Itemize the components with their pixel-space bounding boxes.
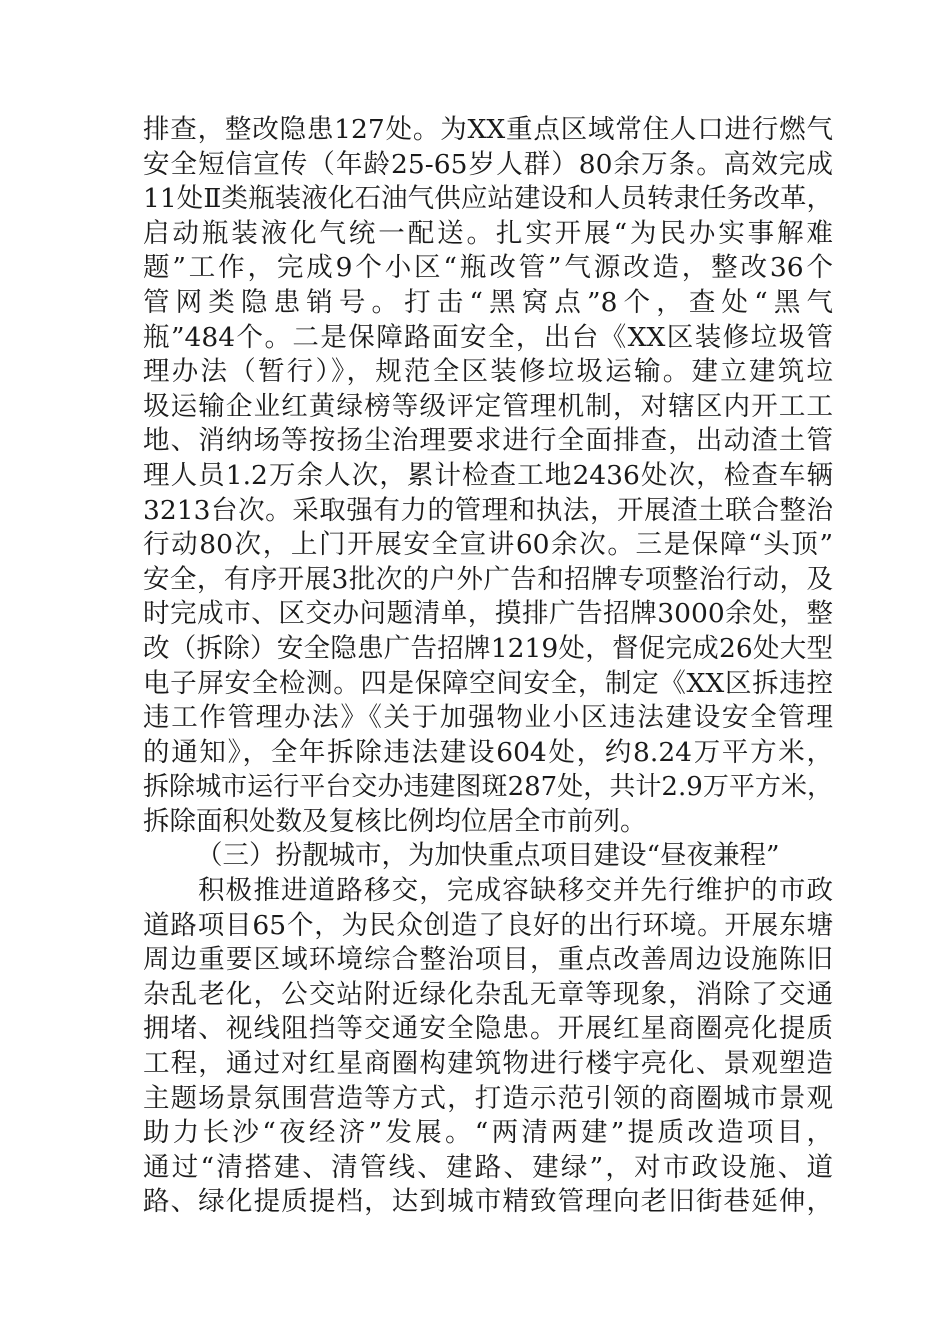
- text-line: 拥堵、视线阻挡等交通安全隐患。开展红星商圈亮化提质: [143, 1013, 833, 1045]
- text-line: 拆除面积处数及复核比例均位居全市前列。: [143, 805, 647, 837]
- text-line: 的通知》，全年拆除违法建设604处，约8.24万平方米，: [143, 736, 833, 768]
- text-line: 工程，通过对红星商圈构建筑物进行楼宇亮化、景观塑造: [143, 1048, 833, 1080]
- text-line: 道路项目65个，为民众创造了良好的出行环境。开展东塘: [143, 909, 833, 941]
- document-body: [143, 113, 833, 1220]
- text-line: 时完成市、区交办问题清单，摸排广告招牌3000余处，整: [143, 598, 833, 630]
- text-line: 助力长沙“夜经济”发展。“两清两建”提质改造项目，: [143, 1117, 833, 1149]
- section-heading: （三）扮靓城市，为加快重点项目建设“昼夜兼程”: [196, 840, 780, 872]
- text-line: 周边重要区域环境综合整治项目，重点改善周边设施陈旧: [143, 944, 833, 976]
- text-line: 理人员1.2万余人次，累计检查工地2436处次，检查车辆: [143, 459, 833, 491]
- text-line: 积极推进道路移交，完成容缺移交并先行维护的市政: [198, 875, 833, 907]
- text-line: 电子屏安全检测。四是保障空间安全，制定《XX区拆违控: [143, 667, 833, 699]
- text-line: 排查，整改隐患127处。为XX重点区域常住人口进行燃气: [143, 114, 833, 145]
- text-line: 违工作管理办法》《关于加强物业小区违法建设安全管理: [143, 702, 833, 734]
- text-line: 改（拆除）安全隐患广告招牌1219处，督促完成26处大型: [143, 632, 833, 664]
- text-line: 启动瓶装液化气统一配送。扎实开展“为民办实事解难: [143, 217, 833, 249]
- text-line: 3213台次。采取强有力的管理和执法，开展渣土联合整治: [143, 494, 833, 526]
- text-line: 拆除城市运行平台交办违建图斑287处，共计2.9万平方米，: [143, 772, 833, 803]
- text-line: 安全短信宣传（年龄25-65岁人群）80余万条。高效完成: [143, 148, 833, 180]
- text-line: 主题场景氛围营造等方式，打造示范引领的商圈城市景观: [143, 1082, 833, 1114]
- text-line: 瓶”484个。二是保障路面安全，出台《XX区装修垃圾管: [143, 321, 833, 353]
- text-line: 11处Ⅱ类瓶装液化石油气供应站建设和人员转隶任务改革，: [143, 183, 833, 215]
- text-line: 圾运输企业红黄绿榜等级评定管理机制，对辖区内开工工: [143, 390, 833, 422]
- text-line: 理办法（暂行）》，规范全区装修垃圾运输。建立建筑垃: [143, 356, 833, 388]
- text-line: 杂乱老化，公交站附近绿化杂乱无章等现象，消除了交通: [143, 978, 833, 1010]
- text-line: 地、消纳场等按扬尘治理要求进行全面排查，出动渣土管: [143, 425, 833, 457]
- text-line: 安全，有序开展3批次的户外广告和招牌专项整治行动，及: [143, 563, 833, 595]
- text-line: 通过“清搭建、清管线、建路、建绿”，对市政设施、道: [143, 1151, 833, 1183]
- text-line: 管网类隐患销号。打击“黑窝点”8个，查处“黑气: [143, 286, 833, 318]
- text-line: 行动80次，上门开展安全宣讲60余次。三是保障“头顶”: [143, 529, 833, 561]
- text-line: 题”工作，完成9个小区“瓶改管”气源改造，整改36个: [143, 252, 833, 284]
- text-line: 路、绿化提质提档，达到城市精致管理向老旧街巷延伸，: [143, 1186, 833, 1218]
